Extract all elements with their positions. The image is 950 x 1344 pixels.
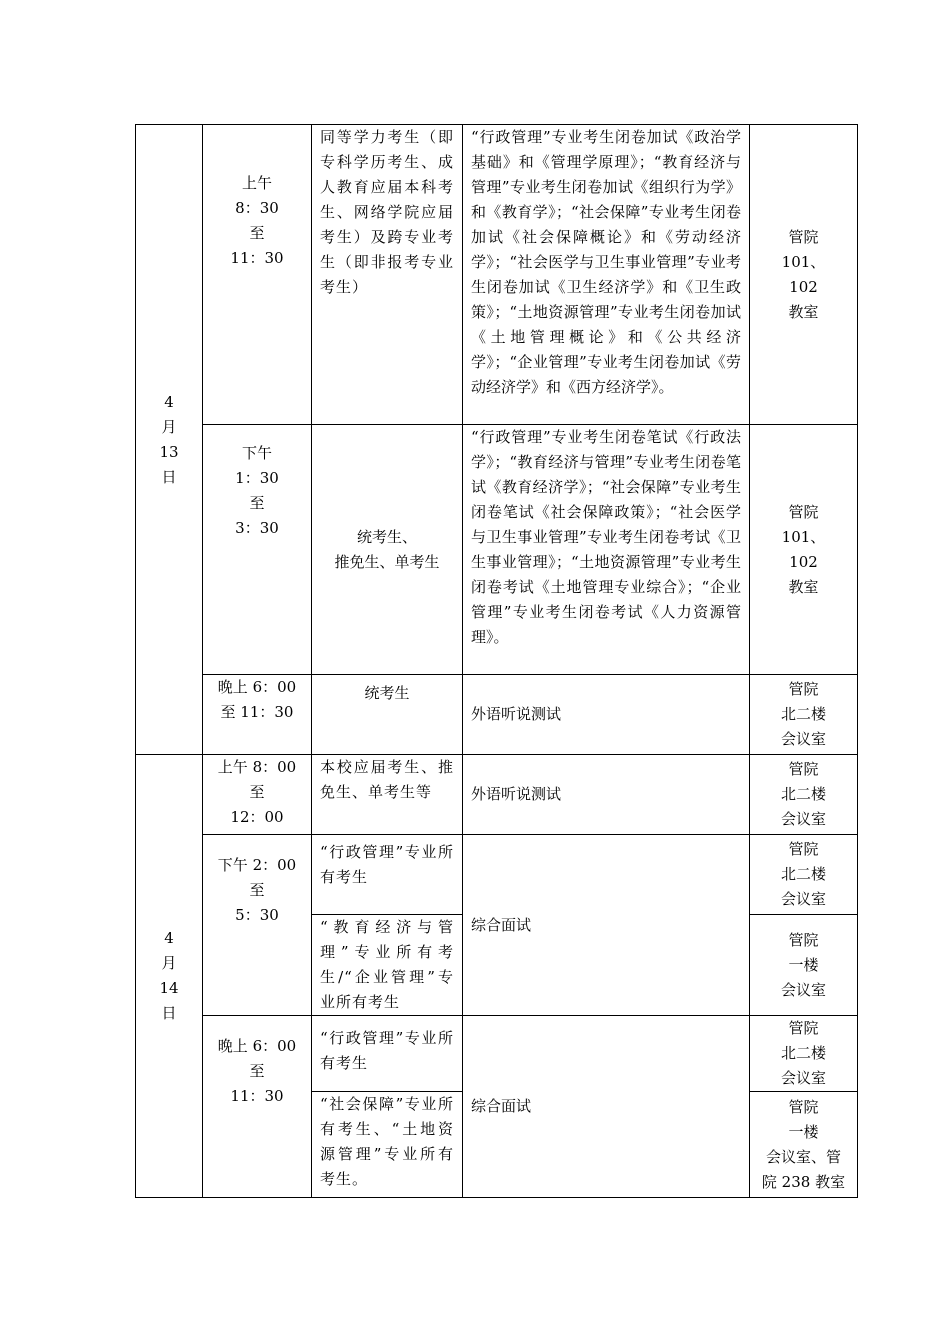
table-row xyxy=(136,675,858,755)
location-cell: 管院 一楼 会议室、管 院 238 教室 xyxy=(750,1092,858,1198)
exam-content-cell: 外语听说测试 xyxy=(463,755,750,835)
time-cell: 晚上 6：00 至 11：30 xyxy=(203,675,312,755)
time-cell: 上午 8：00 至 12：00 xyxy=(203,755,312,835)
table-row xyxy=(136,425,858,675)
exam-schedule-table xyxy=(135,124,858,1198)
exam-content-cell: “行政管理”专业考生闭卷加试《政治学基础》和《管理学原理》；“教育经济与管理”专业考生闭卷加试《组织行为学》和《教育学》；“社会保障”专业考生闭卷加试《社会保障概论》和《劳动经济学》；“社会医学与卫生事业管理”专业考生闭卷加试《卫生经济学》和《卫生政策》；“土地资源管理”专业考生闭卷加试《土地管理概论》和《公共经济学》；“企业管理”专业考生闭卷加试《劳动经济学》和《西方经济学》。 xyxy=(463,125,750,425)
exam-content-cell: 综合面试 xyxy=(463,835,750,1016)
exam-content-cell: “行政管理”专业考生闭卷笔试《行政法学》；“教育经济与管理”专业考生闭卷笔试《教育经济学》；“社会保障”专业考生闭卷笔试《社会保障政策》；“社会医学与卫生事业管理”专业考生闭卷考试《卫生事业管理》；“土地资源管理”专业考生闭卷考试《土地管理专业综合》；“企业管理”专业考生闭卷考试《人力资源管理》。 xyxy=(463,425,750,675)
candidates-cell: “教育经济与管理”专业所有考生/“企业管理”专业所有考生 xyxy=(312,915,463,1016)
location-cell: 管院 北二楼 会议室 xyxy=(750,675,858,755)
date-cell: 4 月 13 日 xyxy=(136,125,203,755)
candidates-cell: 统考生、 推免生、单考生 xyxy=(312,425,463,675)
candidates-cell: “社会保障”专业所有考生、“土地资源管理”专业所有考生。 xyxy=(312,1092,463,1198)
candidates-cell: 本校应届考生、推免生、单考生等 xyxy=(312,755,463,835)
candidates-cell: 统考生 xyxy=(312,675,463,755)
table-row xyxy=(136,835,858,915)
location-cell: 管院 北二楼 会议室 xyxy=(750,835,858,915)
time-cell: 上午 8：30 至 11：30 xyxy=(203,125,312,425)
table-row xyxy=(136,125,858,425)
exam-content-cell: 外语听说测试 xyxy=(463,675,750,755)
candidates-cell: “行政管理”专业所有考生 xyxy=(312,835,463,915)
candidates-cell: 同等学力考生（即专科学历考生、成人教育应届本科考生、网络学院应届考生）及跨专业考生（即非报考专业考生） xyxy=(312,125,463,425)
table-row xyxy=(136,755,858,835)
exam-content-cell: 综合面试 xyxy=(463,1016,750,1198)
location-cell: 管院 101、 102 教室 xyxy=(750,125,858,425)
location-cell: 管院 北二楼 会议室 xyxy=(750,755,858,835)
candidates-cell: “行政管理”专业所有考生 xyxy=(312,1016,463,1092)
location-cell: 管院 一楼 会议室 xyxy=(750,915,858,1016)
time-cell: 下午 2：00 至 5：30 xyxy=(203,835,312,1016)
table-row xyxy=(136,1016,858,1092)
location-cell: 管院 北二楼 会议室 xyxy=(750,1016,858,1092)
date-cell: 4 月 14 日 xyxy=(136,755,203,1198)
time-cell: 下午 1：30 至 3：30 xyxy=(203,425,312,675)
time-cell: 晚上 6：00 至 11：30 xyxy=(203,1016,312,1198)
location-cell: 管院 101、 102 教室 xyxy=(750,425,858,675)
